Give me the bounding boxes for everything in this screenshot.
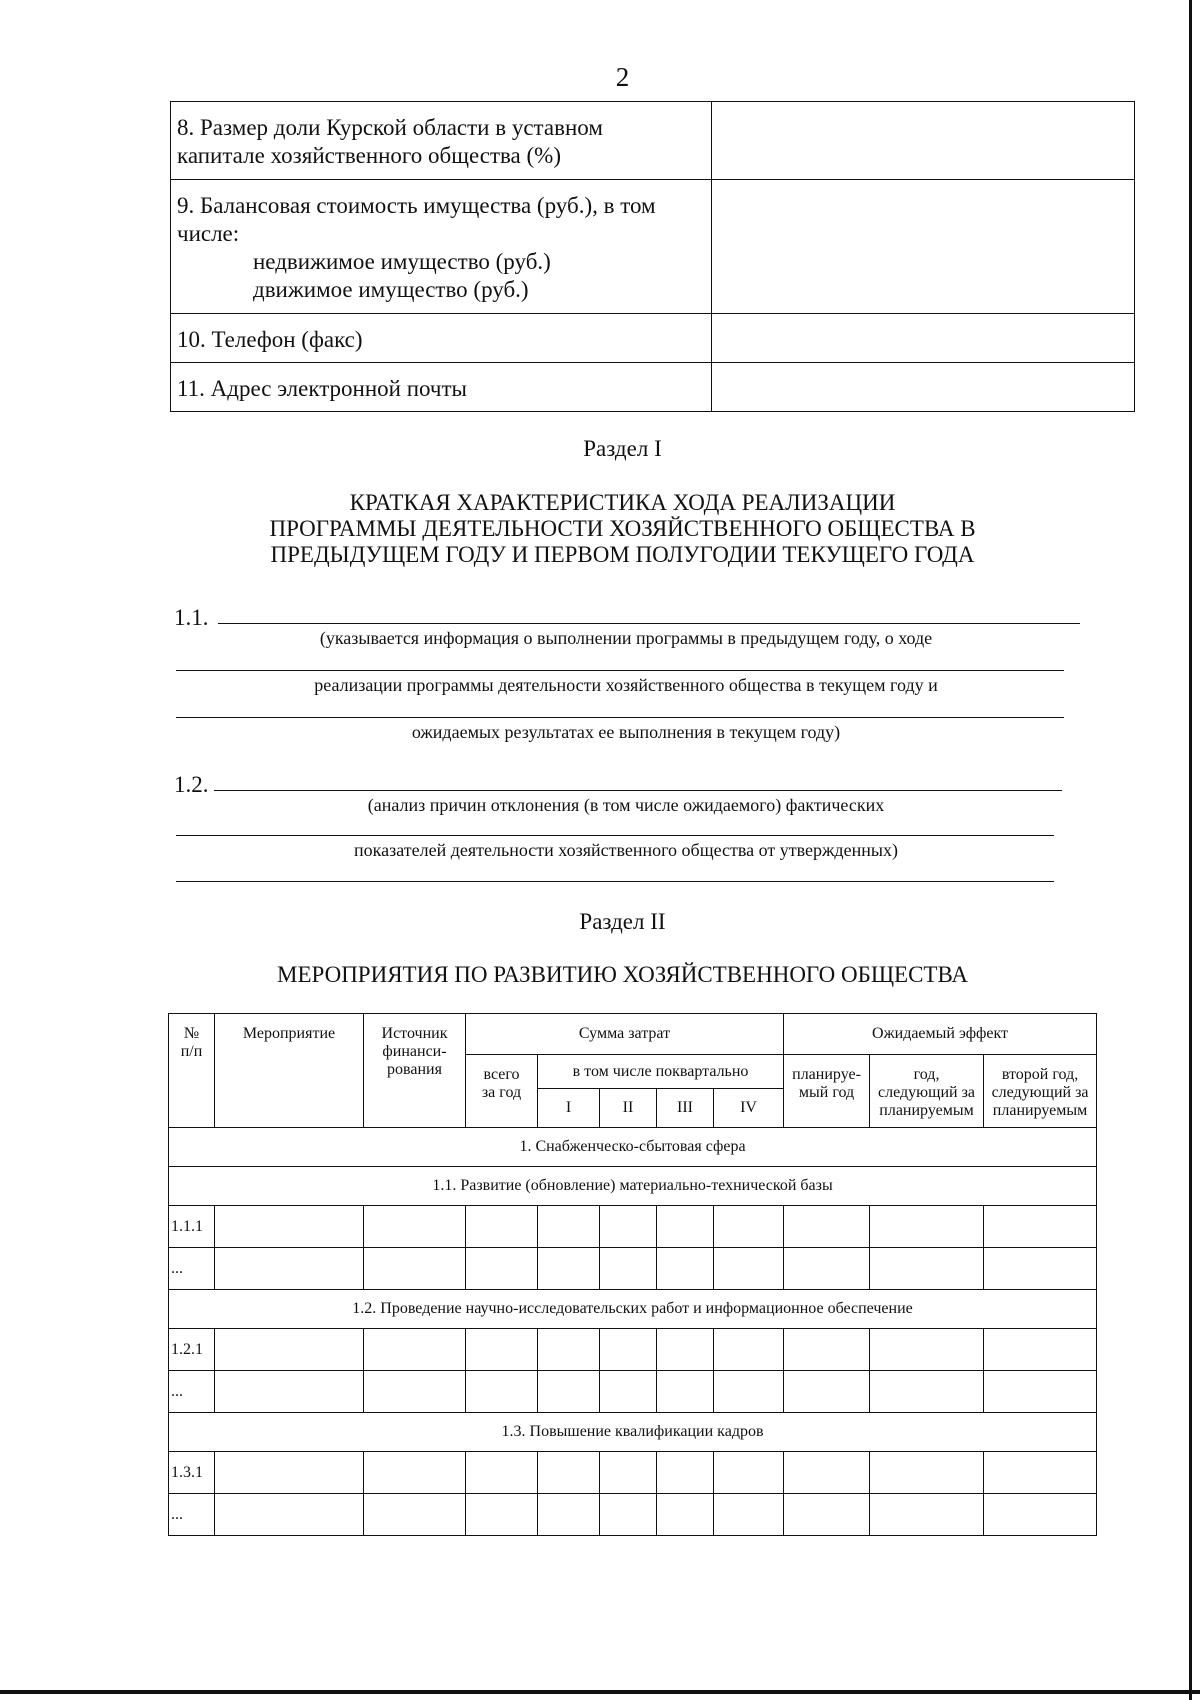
item-1-2-hint: показателей деятельности хозяйственного общества от утвержденных)	[354, 840, 898, 860]
header-quarter: I	[538, 1089, 600, 1128]
section-row-title: 1.1. Развитие (обновление) материально-технической базы	[169, 1167, 1097, 1206]
row-number: ...	[169, 1494, 215, 1536]
info-label-cell	[171, 102, 712, 180]
info-table	[170, 101, 1135, 412]
header-cost-group: Сумма затрат	[466, 1014, 784, 1055]
section-row	[169, 1413, 1097, 1452]
header-source	[364, 1014, 466, 1128]
item-1-1-hint: (указывается информация о выполнении программы в предыдущем году, о ходе	[319, 628, 933, 648]
section-row	[169, 1167, 1097, 1206]
info-label-line: 9. Балансовая стоимость имущества (руб.), в том	[177, 193, 656, 218]
table-cell	[466, 1452, 538, 1494]
info-value-cell	[712, 314, 1135, 363]
section-2-title: МЕРОПРИЯТИЯ ПО РАЗВИТИЮ ХОЗЯЙСТВЕННОГО ОБЩЕСТВА	[277, 962, 968, 987]
header-total-year-line: всего	[483, 1066, 520, 1083]
table-cell	[364, 1452, 466, 1494]
header-quarter: II	[600, 1089, 657, 1128]
info-label-line: 11. Адрес электронной почты	[177, 376, 468, 401]
row-number: 1.3.1	[169, 1452, 215, 1494]
fill-line	[176, 881, 1054, 882]
fill-line	[176, 670, 1064, 671]
info-value-cell	[712, 102, 1135, 180]
scan-border-right	[1189, 0, 1192, 1700]
table-cell	[657, 1329, 714, 1371]
info-value-cell	[712, 180, 1135, 314]
table-cell	[657, 1494, 714, 1536]
header-source-line: финанси-	[382, 1043, 447, 1060]
table-cell	[538, 1248, 600, 1290]
section-row-title: 1. Снабженческо-сбытовая сфера	[169, 1128, 1097, 1167]
header-planned-year-line: планируе-	[792, 1066, 861, 1083]
table-cell	[714, 1494, 784, 1536]
table-cell	[870, 1371, 984, 1413]
info-label-line: 10. Телефон (факс)	[177, 327, 363, 352]
table-cell	[364, 1329, 466, 1371]
header-second-year-line: второй год,	[1001, 1066, 1079, 1083]
table-cell	[466, 1329, 538, 1371]
table-cell	[714, 1371, 784, 1413]
table-cell	[870, 1248, 984, 1290]
table-row	[169, 1206, 1097, 1248]
measures-table	[168, 1013, 1097, 1536]
fill-line	[218, 623, 1080, 624]
header-num	[169, 1014, 215, 1128]
header-event: Мероприятие	[215, 1014, 364, 1128]
info-row	[171, 102, 1135, 180]
fill-line	[214, 790, 1062, 791]
table-header-row	[169, 1014, 1097, 1055]
section-1-title-line: ПРЕДЫДУЩЕМ ГОДУ И ПЕРВОМ ПОЛУГОДИИ ТЕКУЩЕГО ГОДА	[270, 542, 975, 567]
table-cell	[657, 1452, 714, 1494]
header-quarter: III	[657, 1089, 714, 1128]
table-cell	[538, 1329, 600, 1371]
header-num-line: №	[183, 1025, 200, 1042]
table-cell	[215, 1371, 364, 1413]
table-cell	[784, 1452, 870, 1494]
table-cell	[714, 1206, 784, 1248]
section-1-title-line: ПРОГРАММЫ ДЕЯТЕЛЬНОСТИ ХОЗЯЙСТВЕННОГО ОБЩЕСТВА В	[269, 516, 976, 541]
table-cell	[657, 1206, 714, 1248]
info-label-cell	[171, 314, 712, 363]
table-cell	[600, 1206, 657, 1248]
header-planned-year	[784, 1055, 870, 1128]
item-1-2-number: 1.2.	[174, 772, 209, 797]
header-next-year-line: год,	[913, 1066, 940, 1083]
table-cell	[538, 1452, 600, 1494]
table-cell	[600, 1494, 657, 1536]
item-1-1-hint: ожидаемых результатах ее выполнения в текущем году)	[411, 722, 841, 742]
header-total-year	[466, 1055, 538, 1128]
table-cell	[600, 1452, 657, 1494]
section-row-title: 1.2. Проведение научно-исследовательских работ и информационное обеспечение	[169, 1290, 1097, 1329]
table-cell	[215, 1206, 364, 1248]
table-cell	[364, 1248, 466, 1290]
fill-line	[176, 835, 1054, 836]
section-1-title-line: КРАТКАЯ ХАРАКТЕРИСТИКА ХОДА РЕАЛИЗАЦИИ	[349, 490, 896, 515]
fill-line	[176, 717, 1064, 718]
table-row	[169, 1452, 1097, 1494]
info-sub-line: движимое имущество (руб.)	[253, 277, 529, 302]
table-cell	[364, 1206, 466, 1248]
table-cell	[364, 1371, 466, 1413]
header-quarter: IV	[714, 1089, 784, 1128]
header-second-year-line: планируемым	[992, 1102, 1088, 1119]
table-cell	[984, 1206, 1097, 1248]
header-source-line: рования	[387, 1061, 442, 1078]
table-cell	[215, 1248, 364, 1290]
table-cell	[784, 1371, 870, 1413]
table-cell	[538, 1371, 600, 1413]
table-cell	[784, 1329, 870, 1371]
table-cell	[984, 1329, 1097, 1371]
info-label-line: 8. Размер доли Курской области в уставном	[177, 115, 603, 140]
table-row	[169, 1248, 1097, 1290]
info-label-line: числе:	[177, 221, 240, 246]
header-next-year-line: планируемым	[879, 1102, 974, 1119]
info-row	[171, 180, 1135, 314]
header-source-line: Источник	[381, 1025, 448, 1042]
table-row	[169, 1371, 1097, 1413]
table-cell	[714, 1452, 784, 1494]
table-cell	[784, 1248, 870, 1290]
table-cell	[466, 1494, 538, 1536]
info-row	[171, 314, 1135, 363]
table-cell	[538, 1206, 600, 1248]
table-cell	[466, 1371, 538, 1413]
page-number: 2	[615, 62, 630, 92]
section-row-title: 1.3. Повышение квалификации кадров	[169, 1413, 1097, 1452]
section-1-title	[0, 490, 1200, 568]
table-cell	[364, 1494, 466, 1536]
table-cell	[984, 1371, 1097, 1413]
table-cell	[870, 1452, 984, 1494]
table-cell	[984, 1494, 1097, 1536]
section-1-label: Раздел I	[583, 436, 662, 461]
measures-table-body	[169, 1128, 1097, 1536]
table-cell	[657, 1248, 714, 1290]
header-planned-year-line: мый год	[798, 1084, 855, 1101]
table-cell	[784, 1206, 870, 1248]
table-cell	[538, 1494, 600, 1536]
section-row	[169, 1128, 1097, 1167]
header-effect-group: Ожидаемый эффект	[784, 1014, 1097, 1055]
info-label-cell	[171, 180, 712, 314]
table-cell	[600, 1248, 657, 1290]
info-label-line: капитале хозяйственного общества (%)	[177, 143, 561, 168]
table-cell	[870, 1206, 984, 1248]
table-cell	[657, 1371, 714, 1413]
section-2-label: Раздел II	[579, 909, 666, 934]
header-next-year-line: следующий за	[878, 1084, 975, 1101]
header-next-year	[870, 1055, 984, 1128]
table-row	[169, 1494, 1097, 1536]
table-cell	[784, 1494, 870, 1536]
info-label-cell	[171, 363, 712, 412]
item-1-1-hint: реализации программы деятельности хозяйственного общества в текущем году и	[314, 675, 938, 695]
info-row	[171, 363, 1135, 412]
header-second-year-line: следующий за	[991, 1084, 1089, 1101]
table-cell	[714, 1329, 784, 1371]
table-cell	[870, 1494, 984, 1536]
table-cell	[215, 1452, 364, 1494]
table-cell	[984, 1248, 1097, 1290]
header-quarterly: в том числе поквартально	[538, 1055, 784, 1089]
item-1-2-hint: (анализ причин отклонения (в том числе ожидаемого) фактических	[367, 795, 885, 815]
item-1-1-number: 1.1.	[174, 605, 209, 630]
header-second-year	[984, 1055, 1097, 1128]
table-cell	[600, 1371, 657, 1413]
header-total-year-line: за год	[481, 1084, 522, 1101]
table-cell	[984, 1452, 1097, 1494]
header-num-line: п/п	[180, 1043, 203, 1060]
table-cell	[466, 1248, 538, 1290]
table-cell	[600, 1329, 657, 1371]
row-number: ...	[169, 1248, 215, 1290]
info-value-cell	[712, 363, 1135, 412]
table-cell	[466, 1206, 538, 1248]
info-sub-line: недвижимое имущество (руб.)	[253, 249, 551, 274]
table-cell	[215, 1329, 364, 1371]
row-number: 1.2.1	[169, 1329, 215, 1371]
row-number: 1.1.1	[169, 1206, 215, 1248]
scan-border-bottom	[0, 1690, 1200, 1694]
row-number: ...	[169, 1371, 215, 1413]
table-cell	[714, 1248, 784, 1290]
table-cell	[870, 1329, 984, 1371]
section-row	[169, 1290, 1097, 1329]
table-cell	[215, 1494, 364, 1536]
table-row	[169, 1329, 1097, 1371]
